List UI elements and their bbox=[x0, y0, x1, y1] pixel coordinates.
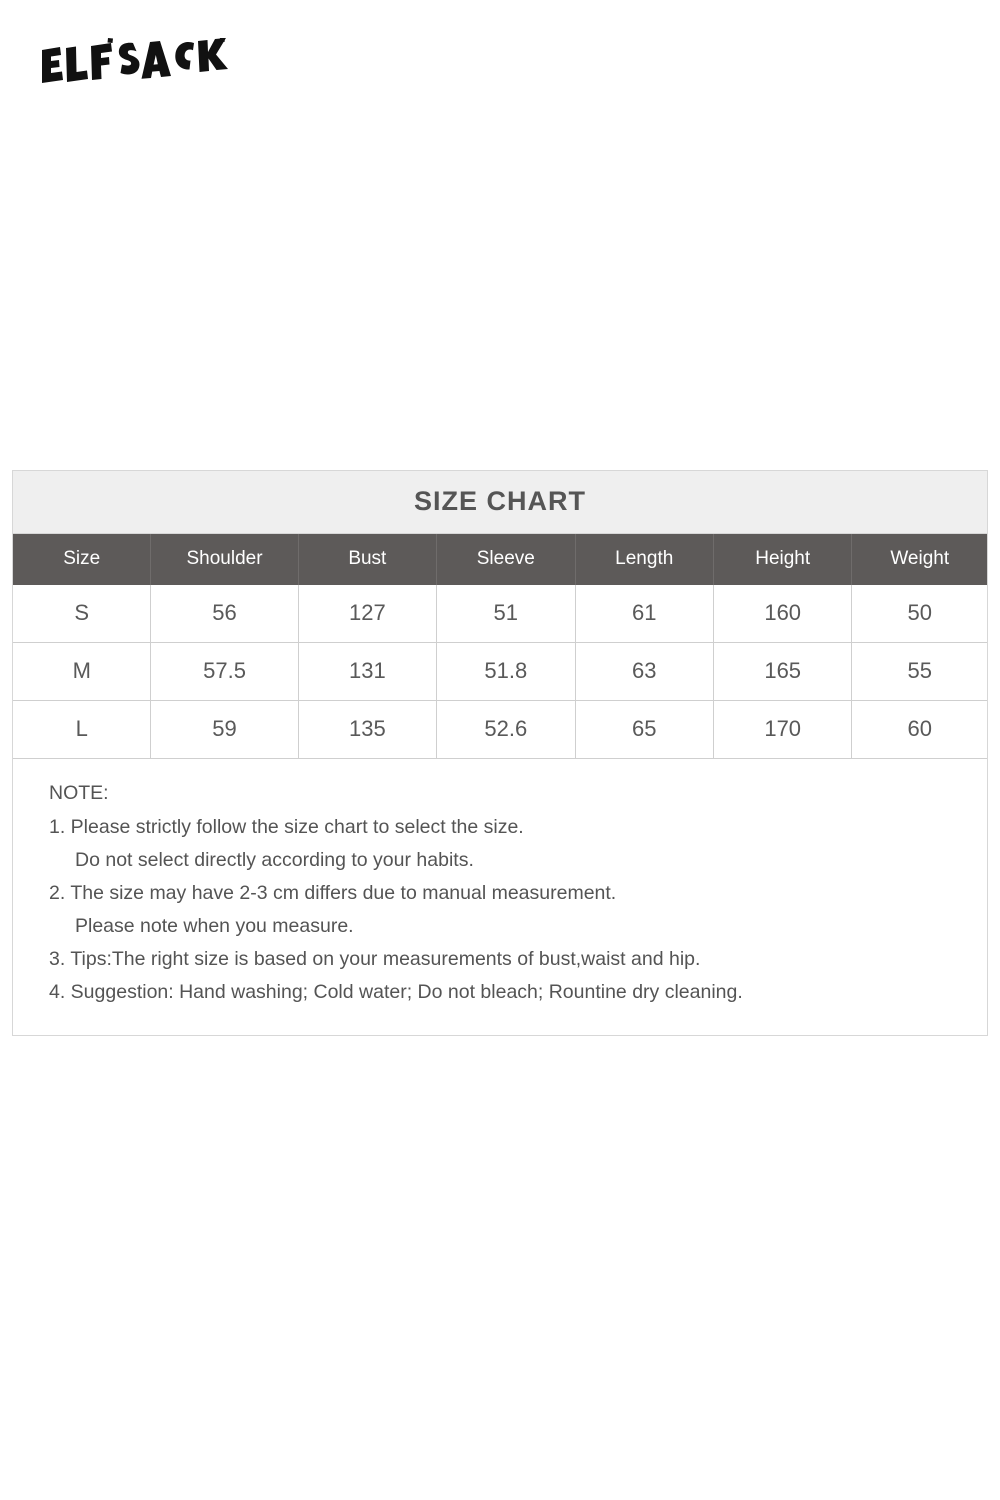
cell-weight: 50 bbox=[852, 585, 987, 643]
note-line-4: 4. Suggestion: Hand washing; Cold water; Do not bleach; Rountine dry cleaning. bbox=[49, 981, 743, 1003]
column-header-height: Height bbox=[713, 534, 851, 585]
cell-bust: 127 bbox=[298, 585, 436, 643]
column-header-size: Size bbox=[13, 534, 151, 585]
cell-height: 170 bbox=[713, 701, 851, 759]
column-header-length: Length bbox=[575, 534, 713, 585]
cell-size: M bbox=[13, 643, 151, 701]
column-header-weight: Weight bbox=[852, 534, 987, 585]
size-chart-title: SIZE CHART bbox=[13, 471, 987, 534]
cell-length: 65 bbox=[575, 701, 713, 759]
note-line-1: 1. Please strictly follow the size chart to select the size. bbox=[49, 816, 524, 838]
note-line-3: 3. Tips:The right size is based on your measurements of bust,waist and hip. bbox=[49, 948, 701, 970]
note-line-1b: Do not select directly according to your habits. bbox=[75, 849, 474, 871]
column-header-sleeve: Sleeve bbox=[437, 534, 575, 585]
cell-weight: 55 bbox=[852, 643, 987, 701]
table-header-row bbox=[13, 534, 987, 585]
cell-size: L bbox=[13, 701, 151, 759]
cell-sleeve: 51 bbox=[437, 585, 575, 643]
table-row bbox=[13, 701, 987, 759]
brand-wordmark-icon bbox=[38, 38, 238, 100]
cell-height: 165 bbox=[713, 643, 851, 701]
column-header-bust: Bust bbox=[298, 534, 436, 585]
size-chart-card bbox=[12, 470, 988, 1036]
cell-size: S bbox=[13, 585, 151, 643]
column-header-shoulder: Shoulder bbox=[151, 534, 298, 585]
brand-logo bbox=[38, 38, 238, 100]
cell-shoulder: 56 bbox=[151, 585, 298, 643]
cell-sleeve: 52.6 bbox=[437, 701, 575, 759]
cell-shoulder: 59 bbox=[151, 701, 298, 759]
cell-length: 61 bbox=[575, 585, 713, 643]
size-chart-notes bbox=[13, 758, 987, 1035]
table-row bbox=[13, 585, 987, 643]
size-chart-table bbox=[13, 534, 987, 758]
cell-length: 63 bbox=[575, 643, 713, 701]
cell-height: 160 bbox=[713, 585, 851, 643]
notes-heading: NOTE: bbox=[49, 782, 109, 804]
table-row bbox=[13, 643, 987, 701]
cell-bust: 131 bbox=[298, 643, 436, 701]
cell-sleeve: 51.8 bbox=[437, 643, 575, 701]
note-line-2b: Please note when you measure. bbox=[75, 915, 354, 937]
cell-weight: 60 bbox=[907, 716, 932, 741]
note-line-2: 2. The size may have 2-3 cm differs due to manual measurement. bbox=[49, 882, 617, 904]
cell-bust: 135 bbox=[298, 701, 436, 759]
cell-shoulder: 57.5 bbox=[151, 643, 298, 701]
